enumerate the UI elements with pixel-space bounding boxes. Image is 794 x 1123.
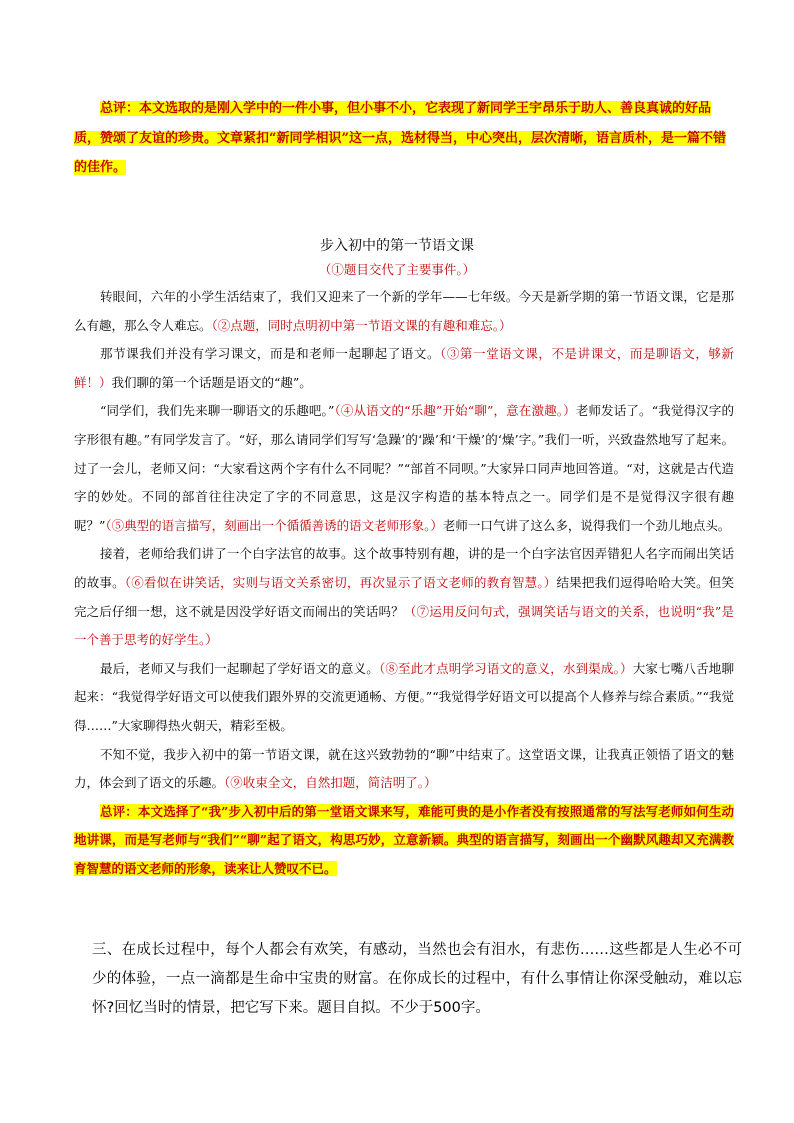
essay-body bbox=[74, 283, 734, 883]
annotation-note: （②点题，同时点明初中第一节语文课的有趣和难忘。） bbox=[211, 317, 512, 333]
annotation-note: （⑦运用反问句式，强调笑话与语文的关系，也说明“我”是一个善于思考的好学生。） bbox=[74, 603, 734, 648]
paragraph-text: 转眼间，六年的小学生活结束了，我们又迎来了一个新的学年——七年级。今天是新学期的第一节语文课，它是那么有趣，那么令人难忘。 bbox=[74, 289, 734, 333]
annotation-note: （⑨收束全文，自然扣题，简洁明了。） bbox=[224, 775, 437, 791]
essay-paragraph-5 bbox=[74, 655, 734, 741]
paragraph-text: 接着，老师给我们讲了一个白字法官的故事。这个故事特别有趣，讲的是一个白字法官因弄错犯人名字而闹出笑话的故事。 bbox=[74, 546, 734, 590]
paragraph-text-after: 老师发话了。“我觉得汉字的字形很有趣。”有同学发言了。“好，那么请同学们写写‘急躁’的‘躁’和‘干燥’的‘燥’字。”我们一听，兴致盎然地写了起来。过了一会儿，老师又问：“大家看这两个字有什么不同呢？”“部首不同呗。”大家异口同声地回答道。“对，这就是古代造字的妙处。不同的部首往往决定了字的不同意思，这是汉字构造的基本特点之一。同学们是不是觉得汉字很有趣呢？” bbox=[74, 403, 734, 533]
summary-highlight-text: 总评：本文选取的是刚入学中的一件小事，但小事不小，它表现了新同学王宇昂乐于助人、善良真诚的好品质，赞颂了友谊的珍贵。文章紧扣“新同学相识”这一点，选材得当，中心突出，层次清晰，语言质朴，是一篇不错的佳作。 bbox=[74, 101, 726, 175]
essay-paragraph-3 bbox=[74, 397, 734, 540]
summary-highlight-text: 总评：本文选择了“我”步入初中后的第一堂语文课来写，难能可贵的是小作者没有按照通常的写法写老师如何生动地讲课，而是写老师与“我们”“聊”起了语文，构思巧妙，立意新颖。典型的语言描写，刻画出一个幽默风趣却又充满教育智慧的语文老师的形象，读来让人赞叹不已。 bbox=[74, 803, 734, 876]
paragraph-text: 最后，老师又与我们一起聊起了学好语文的意义。 bbox=[100, 660, 379, 676]
annotation-note: （⑧至此才点明学习语文的意义，水到渠成。） bbox=[378, 660, 633, 676]
essay-paragraph-1 bbox=[74, 283, 734, 340]
paragraph-text: 那节课我们并没有学习课文，而是和老师一起聊起了语文。 bbox=[100, 346, 441, 362]
paragraph-text-after: 我们聊的第一个话题是语文的“趣”。 bbox=[111, 374, 312, 390]
essay-title: 步入初中的第一节语文课 bbox=[320, 238, 474, 254]
essay-summary-comment bbox=[74, 798, 734, 884]
question-3-prompt: 三、在成长过程中，每个人都会有欢笑，有感动，当然也会有泪水，有悲伤……这些都是人生必不可少的体验，一点一滴都是生命中宝贵的财富。在你成长的过程中，有什么事情让你深受触动，难以忘怀?回忆当时的情景，把它写下来。题目自拟。不少于500字。 bbox=[92, 942, 742, 1016]
paragraph-text-after: 老师一口气讲了这么多，说得我们一个劲儿地点头。 bbox=[442, 517, 731, 533]
essay-paragraph-4 bbox=[74, 540, 734, 654]
paragraph-text-after: 大家七嘴八舌地聊起来：“我觉得学好语文可以使我们跟外界的交流更通畅、方便。”“我觉得学好语文可以提高个人修养与综合素质。”“我觉得……”大家聊得热火朝天，精彩至极。 bbox=[74, 660, 734, 733]
essay-title-note: （①题目交代了主要事件。） bbox=[318, 262, 476, 277]
paragraph-text: 不知不觉，我步入初中的第一节语文课，就在这兴致勃勃的“聊”中结束了。这堂语文课，让我真正领悟了语文的魅力，体会到了语文的乐趣。 bbox=[74, 746, 734, 791]
summary-comment-top bbox=[74, 94, 734, 183]
annotation-note: （⑥看似在讲笑话，实则与语文关系密切，再次显示了语文老师的教育智慧。） bbox=[124, 574, 557, 590]
essay-paragraph-2 bbox=[74, 340, 734, 397]
essay-paragraph-6 bbox=[74, 741, 734, 798]
annotation-note: （③第一堂语文课，不是讲课文，而是聊语文，够新鲜！） bbox=[74, 346, 734, 390]
annotation-note: （⑤典型的语言描写，刻画出一个循循善诱的语文老师形象。） bbox=[105, 517, 443, 533]
annotation-note: （④从语文的“乐趣”开始“聊”，意在激趣。） bbox=[334, 403, 576, 419]
paragraph-text-after: 结果把我们逗得哈哈大笑。但笑完之后仔细一想，这不就是因没学好语文而闹出的笑话吗？ bbox=[74, 574, 734, 619]
paragraph-text: “同学们，我们先来聊一聊语文的乐趣吧。” bbox=[100, 403, 335, 419]
